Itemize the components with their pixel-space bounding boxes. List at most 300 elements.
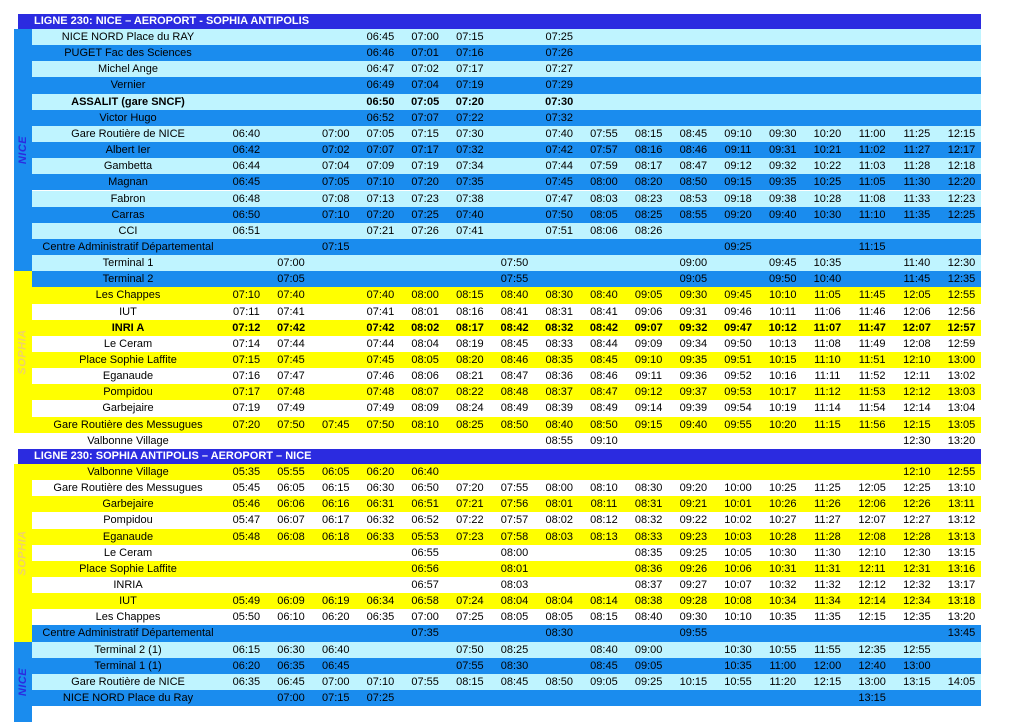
departure-time: 07:00	[321, 675, 350, 688]
departure-time: 07:40	[545, 127, 573, 140]
departure-time: 08:15	[456, 675, 484, 688]
departure-time: 08:53	[679, 192, 708, 205]
departure-time: 08:45	[500, 337, 529, 350]
departure-time: 10:22	[813, 160, 842, 173]
departure-time: 08:03	[545, 530, 573, 543]
departure-time: 07:50	[456, 643, 484, 656]
departure-time: 07:55	[590, 127, 618, 140]
departure-time: 12:08	[903, 337, 931, 350]
stop-name: INRI A	[111, 321, 145, 334]
departure-time: 09:28	[679, 595, 708, 608]
departure-time: 13:20	[947, 611, 976, 624]
departure-time: 08:40	[590, 289, 618, 302]
departure-time: 09:55	[724, 418, 752, 431]
departure-time: 06:05	[277, 482, 305, 495]
departure-time: 12:30	[903, 434, 931, 447]
departure-time: 09:25	[679, 546, 708, 559]
departure-time: 13:11	[948, 498, 975, 511]
departure-time: 09:14	[634, 402, 663, 415]
stop-name: Michel Ange	[98, 63, 158, 76]
departure-time: 11:15	[814, 418, 841, 431]
departure-time: 09:46	[724, 305, 752, 318]
timetable-row	[32, 368, 981, 384]
departure-time: 09:11	[635, 370, 662, 383]
departure-time: 07:21	[456, 498, 484, 511]
departure-time: 09:30	[679, 289, 708, 302]
departure-time: 11:35	[903, 208, 931, 221]
departure-time: 12:20	[947, 176, 976, 189]
departure-time: 07:25	[411, 208, 439, 221]
departure-time: 13:12	[947, 514, 976, 527]
departure-time: 12:10	[903, 354, 931, 366]
departure-time: 11:30	[814, 546, 841, 559]
departure-time: 08:16	[456, 305, 484, 318]
departure-time: 08:38	[634, 595, 663, 608]
timetable-row	[32, 239, 981, 255]
timetable-row	[32, 45, 981, 61]
departure-time: 08:03	[500, 578, 529, 591]
departure-time: 06:34	[366, 595, 395, 608]
departure-time: 13:16	[947, 562, 976, 575]
departure-time: 06:16	[321, 498, 350, 511]
timetable-row	[32, 191, 981, 207]
departure-time: 08:35	[634, 546, 663, 559]
departure-time: 07:01	[411, 47, 439, 60]
departure-time: 08:40	[590, 643, 618, 656]
departure-time: 09:45	[724, 289, 752, 302]
departure-time: 07:15	[321, 240, 350, 253]
departure-time: 07:00	[321, 127, 350, 140]
departure-time: 06:30	[366, 482, 395, 495]
departure-time: 09:10	[634, 354, 663, 366]
departure-time: 08:46	[679, 144, 708, 157]
departure-time: 07:49	[277, 402, 305, 415]
departure-time: 06:58	[411, 595, 439, 608]
stop-name: INRIA	[113, 578, 143, 591]
departure-time: 12:12	[903, 386, 931, 399]
stop-name: CCI	[118, 224, 138, 237]
departure-time: 08:13	[590, 530, 618, 543]
stop-name: Magnan	[108, 176, 148, 189]
departure-time: 08:31	[634, 498, 663, 511]
departure-time: 10:20	[813, 127, 842, 140]
departure-time: 07:48	[277, 386, 305, 399]
departure-time: 08:02	[545, 514, 573, 527]
departure-time: 13:03	[947, 386, 976, 399]
departure-time: 09:23	[679, 530, 708, 543]
departure-time: 10:34	[768, 595, 797, 608]
departure-time: 13:00	[947, 354, 976, 366]
departure-time: 08:01	[545, 498, 573, 511]
timetable-row	[32, 61, 981, 77]
timetable-row	[32, 658, 981, 674]
stop-name: ASSALIT (gare SNCF)	[71, 95, 185, 108]
departure-time: 09:05	[634, 289, 663, 302]
timetable-row	[32, 271, 981, 287]
departure-time: 09:39	[679, 402, 708, 415]
departure-time: 08:15	[456, 289, 484, 302]
departure-time: 10:25	[768, 482, 797, 495]
stop-name: Pompidou	[103, 386, 153, 399]
departure-time: 06:09	[277, 595, 305, 608]
timetable-row	[32, 29, 981, 45]
departure-time: 12:10	[903, 465, 931, 478]
departure-time: 12:05	[858, 482, 886, 495]
departure-time: 11:08	[814, 337, 841, 350]
departure-time: 05:55	[277, 465, 305, 478]
departure-time: 08:00	[590, 176, 618, 189]
stop-name: Place Sophie Laffite	[79, 354, 177, 366]
departure-time: 06:44	[232, 160, 261, 173]
departure-time: 12:55	[903, 643, 931, 656]
departure-time: 10:40	[813, 273, 842, 286]
departure-time: 11:00	[858, 127, 886, 140]
departure-time: 09:20	[679, 482, 708, 495]
departure-time: 06:52	[411, 514, 439, 527]
departure-time: 08:20	[634, 176, 663, 189]
departure-time: 12:23	[947, 192, 976, 205]
departure-time: 07:49	[366, 402, 395, 415]
departure-time: 09:50	[724, 337, 752, 350]
departure-time: 12:10	[858, 546, 886, 559]
departure-time: 11:35	[814, 611, 841, 624]
departure-time: 08:39	[545, 402, 573, 415]
departure-time: 09:37	[679, 386, 708, 399]
departure-time: 09:40	[768, 208, 797, 221]
departure-time: 08:49	[590, 402, 618, 415]
departure-time: 10:30	[813, 208, 842, 221]
departure-time: 07:32	[456, 144, 484, 157]
departure-time: 07:20	[411, 176, 439, 189]
departure-time: 07:07	[411, 111, 439, 124]
departure-time: 05:35	[232, 465, 261, 478]
departure-time: 10:21	[813, 144, 842, 157]
departure-time: 07:50	[545, 208, 573, 221]
timetable-row	[32, 625, 981, 641]
departure-time: 07:23	[411, 192, 439, 205]
departure-time: 11:27	[814, 514, 841, 527]
departure-time: 07:32	[545, 111, 573, 124]
departure-time: 07:55	[500, 482, 529, 495]
stop-name: Gare Routière de NICE	[71, 675, 185, 688]
departure-time: 07:59	[590, 160, 618, 173]
departure-time: 08:01	[411, 305, 439, 318]
departure-time: 10:07	[724, 578, 752, 591]
departure-time: 08:47	[590, 386, 618, 399]
departure-time: 11:15	[858, 240, 886, 253]
departure-time: 06:30	[277, 643, 305, 656]
departure-time: 07:27	[545, 63, 573, 76]
departure-time: 11:56	[858, 418, 886, 431]
stop-name: Carras	[111, 208, 145, 221]
departure-time: 08:36	[545, 370, 573, 383]
departure-time: 11:25	[903, 127, 931, 140]
departure-time: 06:15	[232, 643, 261, 656]
departure-time: 07:48	[366, 386, 395, 399]
departure-time: 10:03	[724, 530, 752, 543]
departure-time: 10:35	[768, 611, 797, 624]
departure-time: 06:42	[232, 144, 261, 157]
departure-time: 07:16	[456, 47, 484, 60]
departure-time: 09:51	[724, 354, 752, 366]
departure-time: 07:10	[366, 675, 395, 688]
departure-time: 07:51	[545, 224, 573, 237]
departure-time: 10:15	[679, 675, 708, 688]
departure-time: 13:10	[947, 482, 976, 495]
stop-name: Gare Routière des Messugues	[53, 482, 203, 495]
departure-time: 06:20	[321, 611, 350, 624]
departure-time: 08:04	[545, 595, 573, 608]
departure-time: 08:05	[500, 611, 529, 624]
departure-time: 10:55	[768, 643, 797, 656]
departure-time: 10:20	[768, 418, 797, 431]
departure-time: 13:45	[947, 627, 976, 640]
departure-time: 07:44	[277, 337, 305, 350]
departure-time: 08:44	[590, 337, 618, 350]
departure-time: 09:26	[679, 562, 708, 575]
departure-time: 08:00	[500, 546, 529, 559]
timetable-row	[32, 336, 981, 352]
departure-time: 11:55	[814, 643, 841, 656]
stop-name: Garbejaire	[102, 498, 154, 511]
departure-time: 08:20	[456, 354, 484, 366]
departure-time: 08:48	[500, 386, 529, 399]
departure-time: 12:06	[903, 305, 931, 318]
departure-time: 08:33	[545, 337, 573, 350]
departure-time: 11:26	[814, 498, 841, 511]
departure-time: 07:55	[411, 675, 439, 688]
departure-time: 09:38	[768, 192, 797, 205]
departure-time: 07:15	[232, 354, 261, 366]
departure-time: 06:40	[411, 465, 439, 478]
timetable-row	[32, 110, 981, 126]
departure-time: 08:31	[545, 305, 573, 318]
departure-time: 08:36	[634, 562, 663, 575]
departure-time: 10:06	[724, 562, 752, 575]
departure-time: 09:30	[679, 611, 708, 624]
departure-time: 12:07	[858, 514, 886, 527]
departure-time: 07:15	[411, 127, 439, 140]
departure-time: 06:06	[277, 498, 305, 511]
departure-time: 11:31	[814, 562, 841, 575]
departure-time: 12:26	[903, 498, 931, 511]
departure-time: 12:56	[947, 305, 976, 318]
departure-time: 08:07	[411, 386, 439, 399]
stop-name: Garbejaire	[102, 402, 154, 415]
departure-time: 07:30	[545, 95, 574, 108]
stop-name: Le Ceram	[103, 546, 153, 559]
departure-time: 11:02	[858, 144, 886, 157]
departure-time: 07:17	[456, 63, 484, 76]
departure-time: 09:45	[768, 257, 797, 270]
departure-time: 11:03	[858, 160, 886, 173]
departure-time: 12:40	[858, 659, 886, 672]
departure-time: 07:00	[277, 692, 305, 704]
departure-time: 10:25	[813, 176, 842, 189]
departure-time: 09:22	[679, 514, 708, 527]
departure-time: 06:50	[411, 482, 439, 495]
departure-time: 09:32	[768, 160, 797, 173]
stop-name: IUT	[119, 595, 137, 608]
departure-time: 10:02	[724, 514, 752, 527]
departure-time: 09:15	[724, 176, 752, 189]
departure-time: 11:45	[858, 289, 886, 302]
departure-time: 06:10	[277, 611, 305, 624]
departure-time: 09:50	[768, 273, 797, 286]
departure-time: 11:08	[858, 192, 886, 205]
departure-time: 07:14	[232, 337, 261, 350]
stop-name: Gare Routière de NICE	[71, 127, 185, 140]
departure-time: 07:42	[366, 321, 395, 334]
departure-time: 10:13	[768, 337, 797, 350]
departure-time: 07:45	[366, 354, 395, 366]
departure-time: 08:10	[411, 418, 439, 431]
departure-time: 07:24	[456, 595, 484, 608]
departure-time: 10:11	[769, 305, 797, 318]
departure-time: 08:05	[411, 354, 439, 366]
departure-time: 12:15	[903, 418, 931, 431]
departure-time: 08:24	[456, 402, 484, 415]
departure-time: 06:07	[277, 514, 305, 527]
departure-time: 09:15	[634, 418, 663, 431]
zone-label-text: NICE	[17, 135, 29, 165]
departure-time: 11:53	[858, 386, 886, 399]
stop-name: Valbonne Village	[87, 465, 169, 478]
departure-time: 08:40	[500, 289, 529, 302]
departure-time: 08:30	[634, 482, 663, 495]
departure-time: 10:19	[768, 402, 797, 415]
departure-time: 14:05	[947, 675, 976, 688]
departure-time: 09:35	[679, 354, 708, 366]
departure-time: 10:26	[768, 498, 797, 511]
departure-time: 06:50	[232, 208, 261, 221]
departure-time: 09:05	[679, 273, 708, 286]
departure-time: 06:17	[321, 514, 350, 527]
departure-time: 11:05	[858, 176, 886, 189]
zone-label-text: NICE	[17, 667, 29, 697]
departure-time: 12:08	[858, 530, 886, 543]
departure-time: 07:05	[366, 127, 395, 140]
zone-label	[14, 464, 32, 642]
departure-time: 05:48	[232, 530, 261, 543]
departure-time: 06:33	[366, 530, 395, 543]
departure-time: 11:52	[858, 370, 886, 383]
timetable-row	[32, 384, 981, 400]
departure-time: 10:12	[768, 321, 797, 334]
departure-time: 07:19	[456, 79, 484, 92]
departure-time: 06:08	[277, 530, 305, 543]
departure-time: 07:17	[232, 386, 261, 399]
timetable-row	[32, 287, 981, 303]
zone-label-text: SOPHIA	[17, 530, 29, 576]
departure-time: 11:49	[858, 337, 886, 350]
departure-time: 07:45	[545, 176, 573, 189]
departure-time: 12:57	[947, 321, 976, 334]
departure-time: 11:10	[814, 354, 841, 366]
departure-time: 08:50	[545, 675, 573, 688]
departure-time: 07:30	[456, 127, 484, 140]
departure-time: 07:22	[456, 111, 484, 124]
departure-time: 09:53	[724, 386, 752, 399]
departure-time: 07:26	[411, 224, 439, 237]
timetable-row	[32, 174, 981, 190]
departure-time: 07:45	[321, 418, 350, 431]
departure-time: 08:02	[411, 321, 440, 334]
departure-time: 08:03	[590, 192, 618, 205]
departure-time: 09:18	[724, 192, 752, 205]
departure-time: 13:04	[947, 402, 976, 415]
departure-time: 13:17	[947, 578, 976, 591]
timetable-row	[32, 352, 981, 368]
departure-time: 09:31	[679, 305, 708, 318]
timetable-row	[32, 207, 981, 223]
departure-time: 07:35	[411, 627, 439, 640]
departure-time: 06:19	[321, 595, 350, 608]
departure-time: 08:50	[679, 176, 708, 189]
departure-time: 10:00	[724, 482, 752, 495]
departure-time: 09:20	[724, 208, 752, 221]
departure-time: 12:07	[902, 321, 931, 334]
stop-name: Centre Administratif Départemental	[42, 240, 214, 253]
stop-name: Les Chappes	[95, 289, 161, 302]
departure-time: 09:32	[679, 321, 708, 334]
timetable-row	[32, 126, 981, 142]
departure-time: 08:15	[590, 611, 618, 624]
departure-time: 07:19	[232, 402, 261, 415]
departure-time: 08:22	[456, 386, 484, 399]
departure-time: 06:40	[232, 127, 261, 140]
departure-time: 12:30	[903, 546, 931, 559]
stop-name: Albert Ier	[105, 144, 151, 157]
departure-time: 06:57	[411, 578, 439, 591]
departure-time: 07:50	[500, 257, 529, 270]
departure-time: 10:16	[768, 370, 797, 383]
departure-time: 12:55	[947, 465, 976, 478]
departure-time: 10:08	[724, 595, 752, 608]
departure-time: 08:14	[590, 595, 618, 608]
stop-name: PUGET Fac des Sciences	[64, 47, 192, 60]
departure-time: 13:00	[903, 659, 931, 672]
timetable-row	[32, 142, 981, 158]
departure-time: 12:15	[813, 675, 842, 688]
departure-time: 07:05	[277, 273, 305, 286]
timetable-row	[32, 545, 981, 561]
section-title: LIGNE 230: NICE – AEROPORT - SOPHIA ANTIPOLIS	[18, 14, 981, 29]
departure-time: 06:20	[366, 465, 395, 478]
stop-name: Gambetta	[103, 160, 153, 173]
departure-time: 08:17	[634, 160, 663, 173]
departure-time: 07:22	[456, 514, 484, 527]
departure-time: 07:44	[366, 337, 395, 350]
departure-time: 10:10	[768, 289, 797, 302]
departure-time: 08:41	[590, 305, 618, 318]
departure-time: 05:47	[232, 514, 261, 527]
departure-time: 06:18	[321, 530, 350, 543]
departure-time: 07:57	[500, 514, 529, 527]
timetable-row	[32, 433, 981, 449]
departure-time: 07:46	[366, 370, 395, 383]
departure-time: 11:14	[814, 402, 841, 415]
zone-label-text: SOPHIA	[17, 329, 29, 375]
departure-time: 08:46	[500, 354, 529, 366]
departure-time: 08:55	[545, 434, 573, 447]
departure-time: 08:30	[545, 289, 573, 302]
departure-time: 06:45	[321, 659, 350, 672]
departure-time: 05:45	[232, 482, 261, 495]
stop-name: Gare Routière des Messugues	[53, 418, 203, 431]
departure-time: 07:25	[366, 692, 395, 704]
departure-time: 11:25	[814, 482, 841, 495]
